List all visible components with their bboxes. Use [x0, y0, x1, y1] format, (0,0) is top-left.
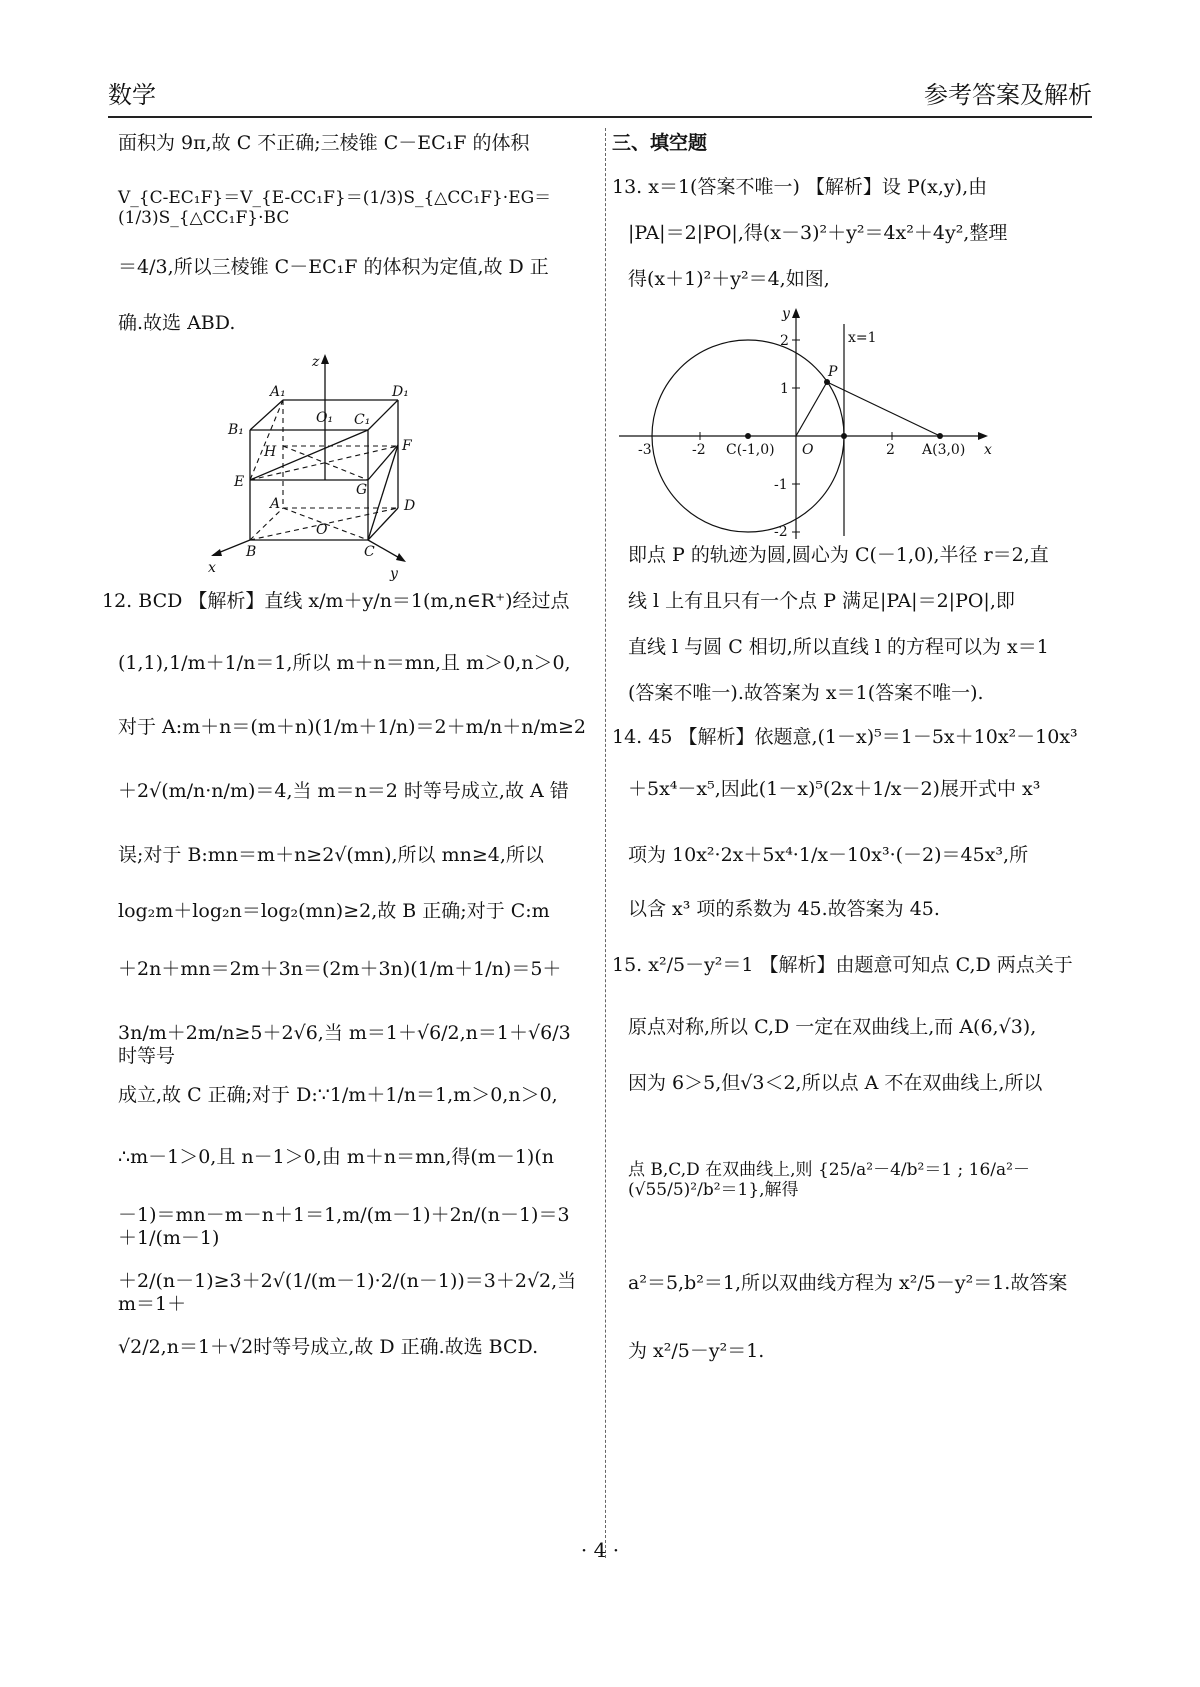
text-line: 成立,故 C 正确;对于 D:∵1/m＋1/n＝1,m＞0,n＞0, [118, 1084, 558, 1106]
text-line: ＋2n＋mn＝2m＋3n＝(2m＋3n)(1/m＋1/n)＝5＋ [118, 958, 562, 980]
axis-label-z: z [312, 354, 320, 370]
text-line: (1,1),1/m＋1/n＝1,所以 m＋n＝mn,且 m＞0,n＞0, [118, 652, 571, 674]
text-line: ＋5x⁴－x⁵,因此(1－x)⁵(2x＋1/x－2)展开式中 x³ [628, 778, 1041, 800]
tick-label: 2 [780, 333, 789, 349]
tick-label: -2 [692, 442, 706, 458]
point-label: G [356, 482, 368, 498]
tick-label: 2 [886, 442, 895, 458]
point-label: H [264, 444, 277, 460]
point-label: A₁ [270, 384, 286, 400]
axis-label-x: x [208, 560, 216, 576]
point-label: D₁ [392, 384, 409, 400]
axis-label-y: y [390, 566, 398, 582]
section-label: 参考答案及解析 [924, 81, 1092, 109]
subject-label: 数学 [108, 81, 156, 109]
point-label: C₁ [354, 412, 371, 428]
text-line: 为 x²/5－y²＝1. [628, 1340, 765, 1362]
tick-label: 1 [780, 381, 789, 397]
text-line: －1)＝mn－m－n＋1＝1,m/(m－1)＋2n/(n－1)＝3＋1/(m－1) [118, 1204, 570, 1249]
text-line: 线 l 上有且只有一个点 P 满足|PA|＝2|PO|,即 [628, 590, 1015, 612]
text-line: ＝4/3,所以三棱锥 C－EC₁F 的体积为定值,故 D 正 [118, 256, 549, 278]
column-divider [605, 128, 606, 1558]
text-line: 3n/m＋2m/n≥5＋2√6,当 m＝1＋√6/2,n＝1＋√6/3时等号 [118, 1022, 571, 1067]
point-label: O₁ [316, 410, 334, 426]
text-line: ＋2√(m/n·n/m)＝4,当 m＝n＝2 时等号成立,故 A 错 [118, 780, 569, 802]
text-line: 以含 x³ 项的系数为 45.故答案为 45. [628, 898, 940, 920]
section-title: 三、填空题 [612, 132, 708, 154]
point-label: A(3,0) [922, 442, 966, 458]
text-line: 直线 l 与圆 C 相切,所以直线 l 的方程可以为 x＝1 [628, 636, 1049, 658]
text-line: a²＝5,b²＝1,所以双曲线方程为 x²/5－y²＝1.故答案 [628, 1272, 1068, 1294]
tick-label: -1 [774, 477, 788, 493]
text-line: ∴m－1＞0,且 n－1＞0,由 m＋n＝mn,得(m－1)(n [118, 1146, 554, 1168]
text-line: √2/2,n＝1＋√2时等号成立,故 D 正确.故选 BCD. [118, 1336, 539, 1358]
text-line: 对于 A:m＋n＝(m＋n)(1/m＋1/n)＝2＋m/n＋n/m≥2 [118, 716, 586, 738]
text-line: 确.故选 ABD. [118, 312, 236, 334]
point-label: O [316, 522, 328, 538]
formula-line: V_{C-EC₁F}＝V_{E-CC₁F}＝(1/3)S_{△CC₁F}·EG＝(1/3)S_{△CC₁F}·BC [118, 188, 552, 229]
line-label: x=1 [848, 330, 877, 346]
circle-graph [614, 304, 1004, 544]
text-line: (答案不唯一).故答案为 x＝1(答案不唯一). [628, 682, 984, 704]
point-label: C(-1,0) [726, 442, 775, 458]
point-label: B₁ [228, 422, 244, 438]
page-header [108, 72, 1092, 118]
point-label: O [802, 442, 814, 458]
text-line: ＋2/(n－1)≥3＋2√(1/(m－1)·2/(n－1))＝3＋2√2,当 m＝1＋ [118, 1270, 577, 1315]
point-label: A [270, 496, 281, 512]
text-line: 项为 10x²·2x＋5x⁴·1/x－10x³·(－2)＝45x³,所 [628, 844, 1029, 866]
point-label: P [828, 364, 838, 380]
text-line: log₂m＋log₂n＝log₂(mn)≥2,故 B 正确;对于 C:m [118, 900, 550, 922]
point-label: E [234, 474, 245, 490]
page-number: · 4 · [580, 1538, 620, 1562]
cube-diagram [208, 350, 528, 585]
text-line: |PA|＝2|PO|,得(x－3)²＋y²＝4x²＋4y²,整理 [628, 222, 1008, 244]
tick-label: -2 [774, 524, 788, 540]
axis-label-x: x [984, 442, 992, 458]
point-label: D [404, 498, 416, 514]
text-line: 点 B,C,D 在双曲线上,则 {25/a²－4/b²＝1 ; 16/a²－(√55/5)²/b²＝1},解得 [628, 1160, 1030, 1201]
text-line: 因为 6＞5,但√3＜2,所以点 A 不在双曲线上,所以 [628, 1072, 1043, 1094]
text-line: 面积为 9π,故 C 不正确;三棱锥 C－EC₁F 的体积 [118, 132, 530, 154]
point-label: B [246, 544, 257, 560]
text-line: 即点 P 的轨迹为圆,圆心为 C(－1,0),半径 r＝2,直 [628, 544, 1049, 566]
text-line: 13. x＝1(答案不唯一) 【解析】设 P(x,y),由 [612, 176, 988, 198]
text-line: 14. 45 【解析】依题意,(1－x)⁵＝1－5x＋10x²－10x³ [612, 726, 1078, 748]
point-label: F [402, 438, 412, 454]
tick-label: -3 [638, 442, 652, 458]
text-line: 误;对于 B:mn＝m＋n≥2√(mn),所以 mn≥4,所以 [118, 844, 544, 866]
text-line: 原点对称,所以 C,D 一定在双曲线上,而 A(6,√3), [628, 1016, 1037, 1038]
text-line: 得(x＋1)²＋y²＝4,如图, [628, 268, 830, 290]
point-label: C [364, 544, 375, 560]
text-line: 15. x²/5－y²＝1 【解析】由题意可知点 C,D 两点关于 [612, 954, 1073, 976]
text-line: 12. BCD 【解析】直线 x/m＋y/n＝1(m,n∈R⁺)经过点 [102, 590, 570, 612]
axis-label-y: y [782, 306, 790, 322]
